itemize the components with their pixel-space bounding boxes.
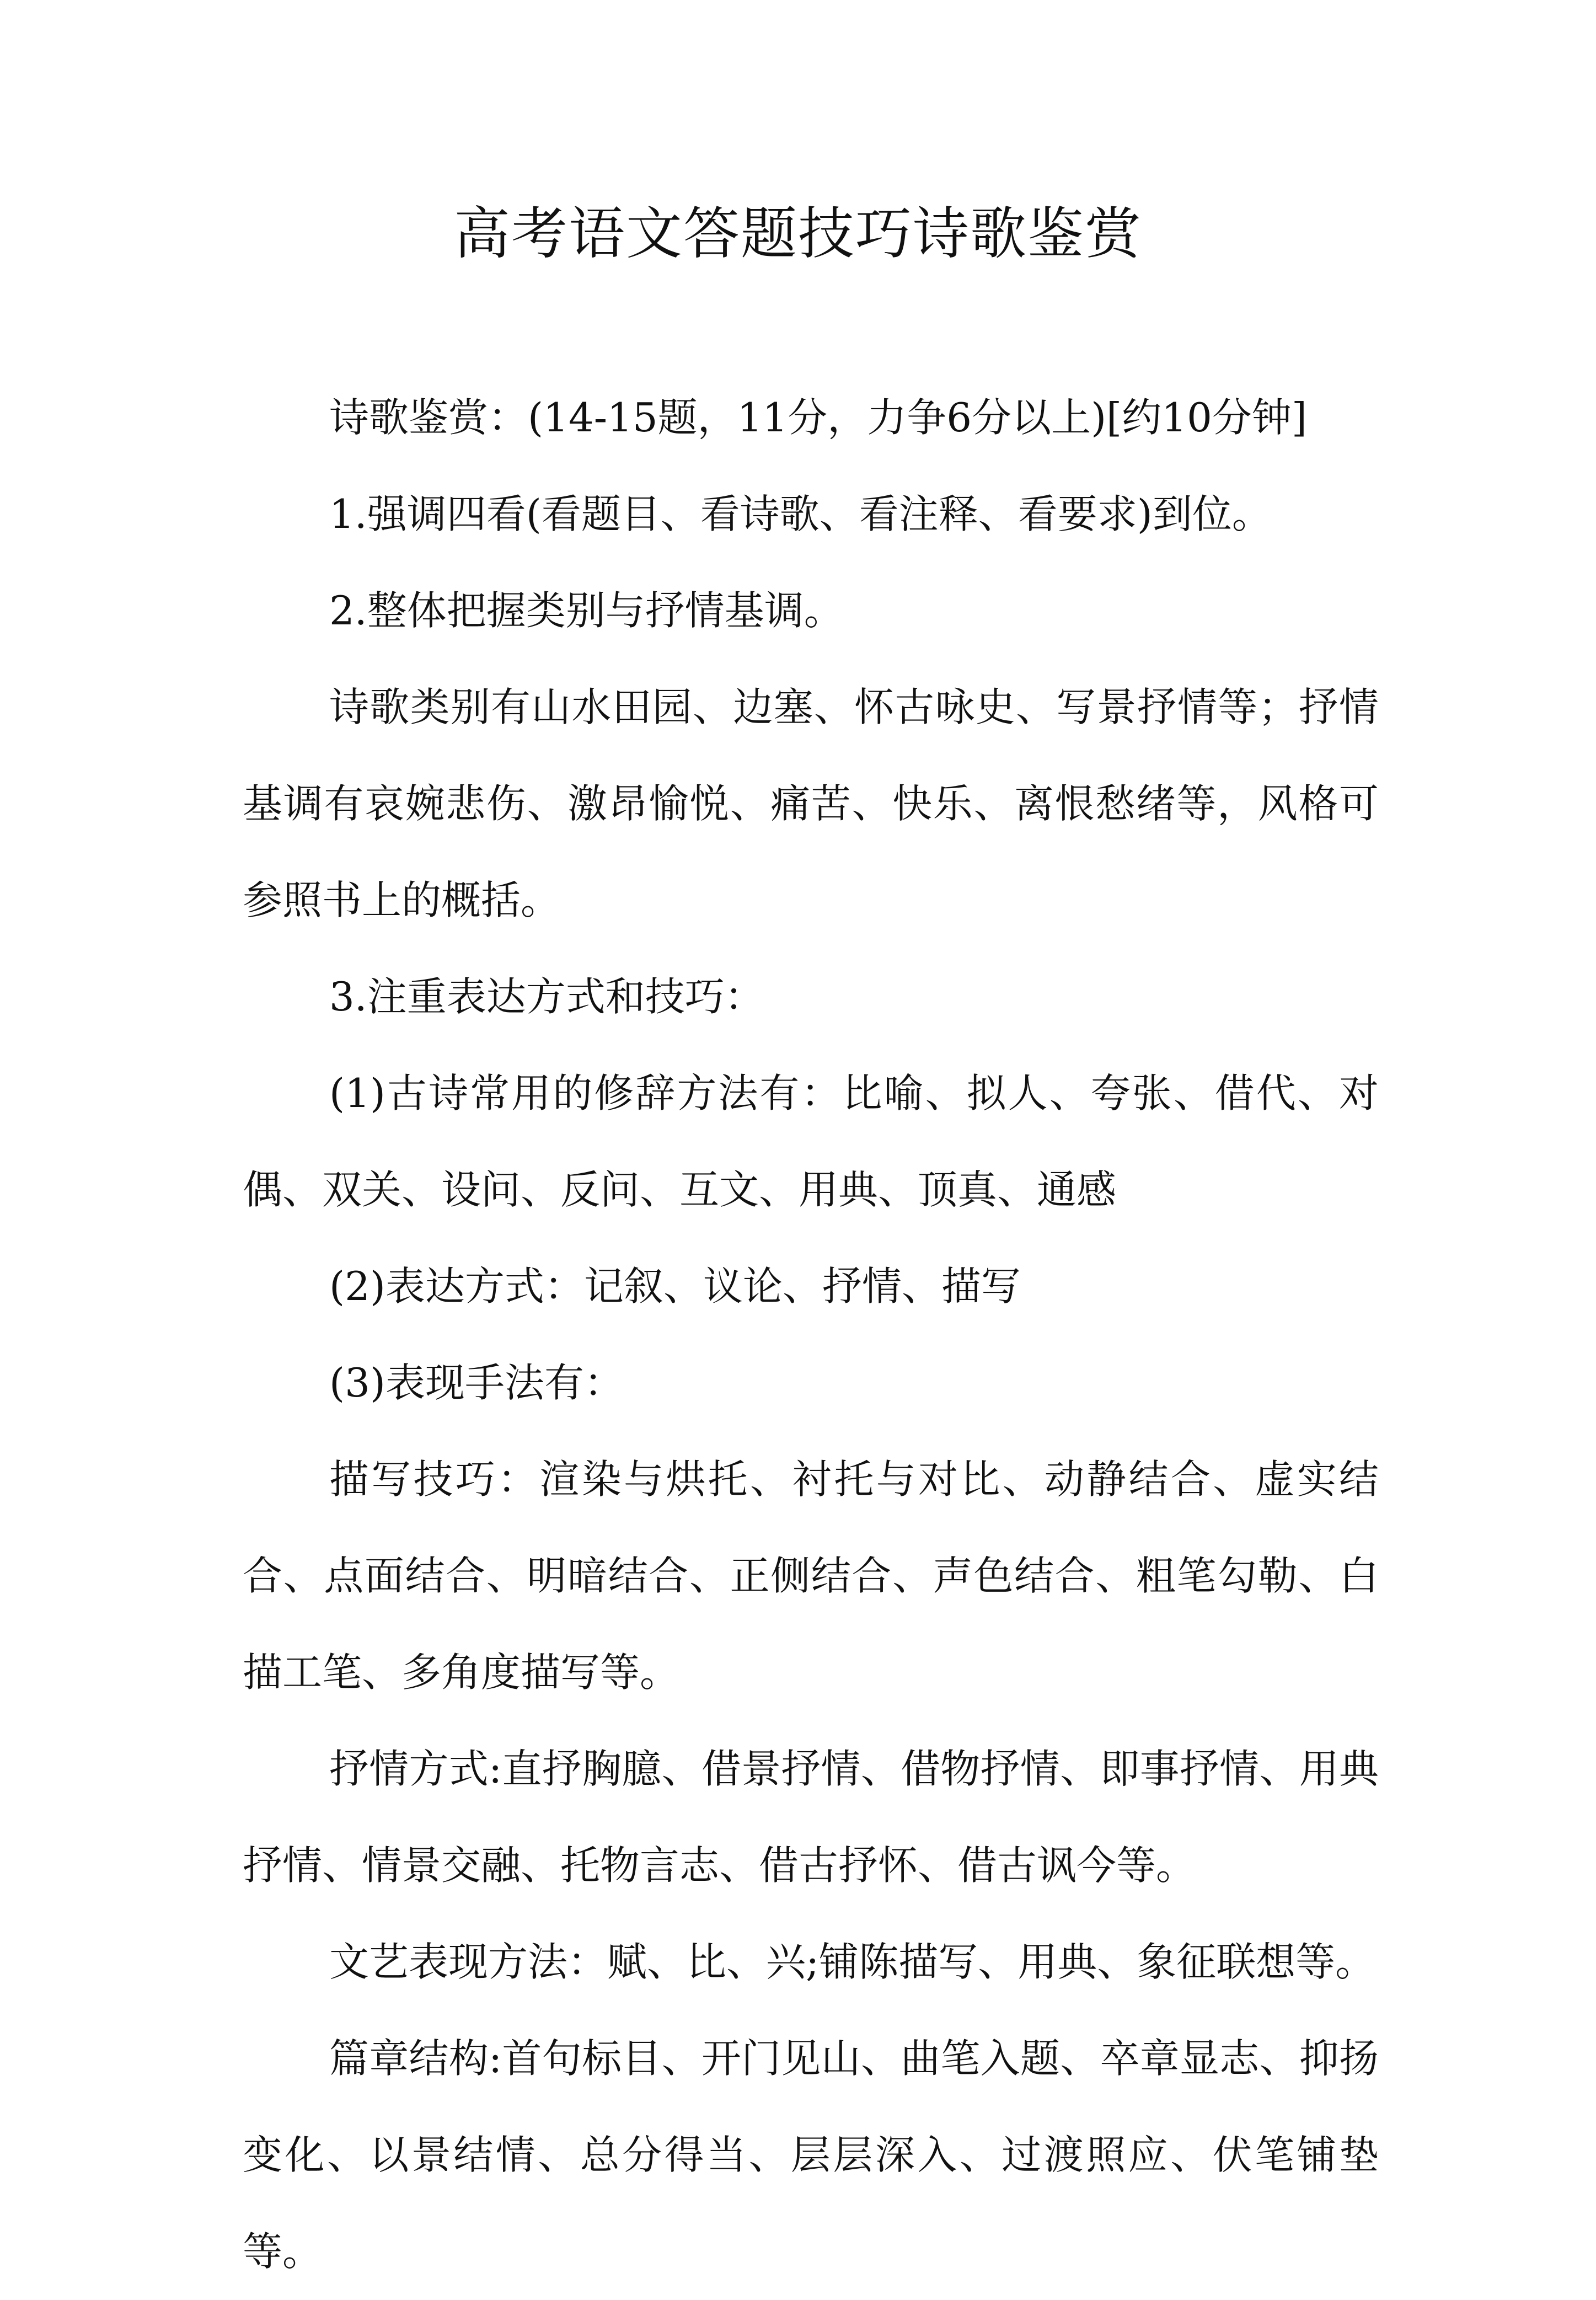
paragraph-lyric-methods: 抒情方式:直抒胸臆、借景抒情、借物抒情、即事抒情、用典抒情、情景交融、托物言志、借古抒怀、借古讽今等。 (243, 1746, 1379, 1889)
paragraph-categories: 诗歌类别有山水田园、边塞、怀古咏史、写景抒情等；抒情基调有哀婉悲伤、激昂愉悦、痛苦、快乐、离恨愁绪等，风格可参照书上的概括。 (243, 684, 1379, 923)
paragraph-description-skills: 描写技巧：渲染与烘托、衬托与对比、动静结合、虚实结合、点面结合、明暗结合、正侧结合、声色结合、粗笔勾勒、白描工笔、多角度描写等。 (243, 1456, 1379, 1695)
paragraph-rhetoric: (1)古诗常用的修辞方法有：比喻、拟人、夸张、借代、对偶、双关、设问、反问、互文、用典、顶真、通感 (243, 1070, 1379, 1213)
paragraph-literary-methods: 文艺表现方法：赋、比、兴;铺陈描写、用典、象征联想等。 (329, 1939, 1375, 1985)
paragraph-intro: 诗歌鉴赏：(14-15题，11分，力争6分以上)[约10分钟] (329, 394, 1307, 441)
paragraph-expression: (2)表达方式：记叙、议论、抒情、描写 (329, 1263, 1021, 1309)
paragraph-structure: 篇章结构:首句标目、开门见山、曲笔入题、卒章显志、抑扬变化、以景结情、总分得当、层层深入、过渡照应、伏笔铺垫等。 (243, 2035, 1379, 2275)
page-title: 高考语文答题技巧诗歌鉴赏 (454, 201, 1142, 267)
paragraph-techniques-heading: (3)表现手法有： (329, 1360, 624, 1406)
paragraph-point-2: 2.整体把握类别与抒情基调。 (329, 587, 844, 634)
paragraph-point-3: 3.注重表达方式和技巧： (329, 974, 764, 1020)
paragraph-point-1: 1.强调四看(看题目、看诗歌、看注释、看要求)到位。 (329, 491, 1272, 537)
document-body (243, 370, 1379, 2300)
